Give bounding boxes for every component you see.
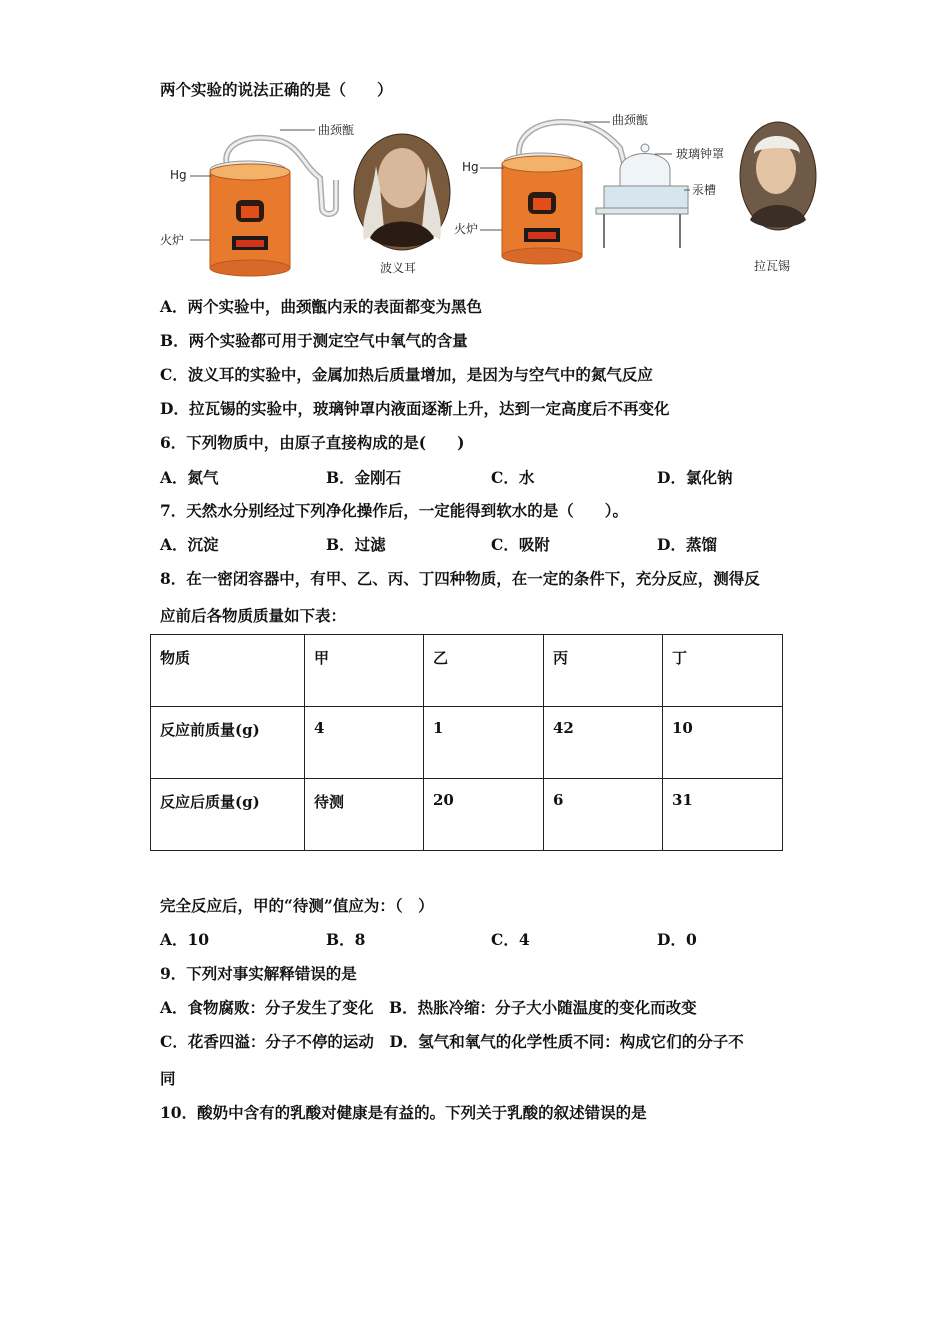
table-header-row xyxy=(151,635,783,707)
question-10-stem: 10．酸奶中含有的乳酸对健康是有益的。下列关于乳酸的叙述错误的是 xyxy=(160,1103,647,1122)
table-cell: 1 xyxy=(424,707,544,779)
table-row xyxy=(151,779,783,851)
lavoisier-furnace-label: 火炉 xyxy=(454,222,479,236)
table-cell: 乙 xyxy=(424,635,544,707)
mercury-trough-label: 汞槽 xyxy=(692,183,717,197)
q8-option-d: D．0 xyxy=(657,930,697,949)
experiment-figure xyxy=(150,108,830,280)
q7-option-d: D．蒸馏 xyxy=(657,535,717,554)
q6-option-d: D．氯化钠 xyxy=(657,468,733,487)
table-cell: 42 xyxy=(544,707,663,779)
q8-option-c: C．4 xyxy=(491,930,530,949)
question-7-stem: 7．天然水分别经过下列净化操作后，一定能得到软水的是（ ）。 xyxy=(160,501,629,520)
boyle-furnace-label: 火炉 xyxy=(160,233,185,247)
q8-option-a: A．10 xyxy=(160,930,210,949)
boyle-hg-label: Hg xyxy=(170,168,187,182)
q7-option-b: B．过滤 xyxy=(326,535,386,554)
question-9-stem: 9．下列对事实解释错误的是 xyxy=(160,964,357,983)
boyle-neck-label: 曲颈甑 xyxy=(318,123,355,137)
question-8-stem-line1: 8．在一密闭容器中，有甲、乙、丙、丁四种物质，在一定的条件下，充分反应，测得反 xyxy=(160,569,760,588)
q5-option-c: C．波义耳的实验中，金属加热后质量增加，是因为与空气中的氮气反应 xyxy=(160,365,653,384)
q7-option-a: A．沉淀 xyxy=(160,535,219,554)
table-cell: 物质 xyxy=(151,635,305,707)
q6-option-a: A．氮气 xyxy=(160,468,219,487)
question-8-prompt: 完全反应后，甲的“待测”值应为：（ ） xyxy=(160,896,434,915)
q9-options-row3: 同 xyxy=(160,1069,176,1088)
table-cell: 甲 xyxy=(305,635,424,707)
lavoisier-apparatus xyxy=(480,122,690,264)
table-cell: 20 xyxy=(424,779,544,851)
lavoisier-portrait xyxy=(740,122,816,230)
q8-option-b: B．8 xyxy=(326,930,366,949)
table-cell: 待测 xyxy=(305,779,424,851)
q9-options-row1: A．食物腐败：分子发生了变化 B．热胀冷缩：分子大小随温度的变化而改变 xyxy=(160,998,697,1017)
boyle-apparatus xyxy=(190,130,336,276)
bell-jar-label: 玻璃钟罩 xyxy=(676,147,725,161)
q9-options-row2: C．花香四溢：分子不停的运动 D．氢气和氧气的化学性质不同：构成它们的分子不 xyxy=(160,1032,744,1051)
q5-option-b: B．两个实验都可用于测定空气中氧气的含量 xyxy=(160,331,468,350)
table-cell: 31 xyxy=(663,779,783,851)
table-cell: 反应前质量(g) xyxy=(151,707,305,779)
question-5-stem: 两个实验的说法正确的是（ ） xyxy=(160,80,393,99)
table-cell: 丁 xyxy=(663,635,783,707)
q7-option-c: C．吸附 xyxy=(491,535,550,554)
table-cell: 6 xyxy=(544,779,663,851)
q5-option-a: A．两个实验中，曲颈甑内汞的表面都变为黑色 xyxy=(160,297,483,316)
lavoisier-name: 拉瓦锡 xyxy=(754,259,791,273)
table-cell: 丙 xyxy=(544,635,663,707)
lavoisier-neck-label: 曲颈甑 xyxy=(612,113,649,127)
table-cell: 4 xyxy=(305,707,424,779)
q6-option-b: B．金刚石 xyxy=(326,468,402,487)
q5-option-d: D．拉瓦锡的实验中，玻璃钟罩内液面逐渐上升，达到一定高度后不再变化 xyxy=(160,399,670,418)
table-cell: 反应后质量(g) xyxy=(151,779,305,851)
boyle-portrait xyxy=(354,134,450,250)
question-8-stem-line2: 应前后各物质质量如下表： xyxy=(160,606,347,625)
question-6-stem: 6．下列物质中，由原子直接构成的是( ) xyxy=(160,433,465,452)
table-row xyxy=(151,707,783,779)
table-cell: 10 xyxy=(663,707,783,779)
boyle-name: 波义耳 xyxy=(380,261,417,275)
q6-option-c: C．水 xyxy=(491,468,535,487)
lavoisier-hg-label: Hg xyxy=(462,160,479,174)
mass-table xyxy=(150,634,783,851)
